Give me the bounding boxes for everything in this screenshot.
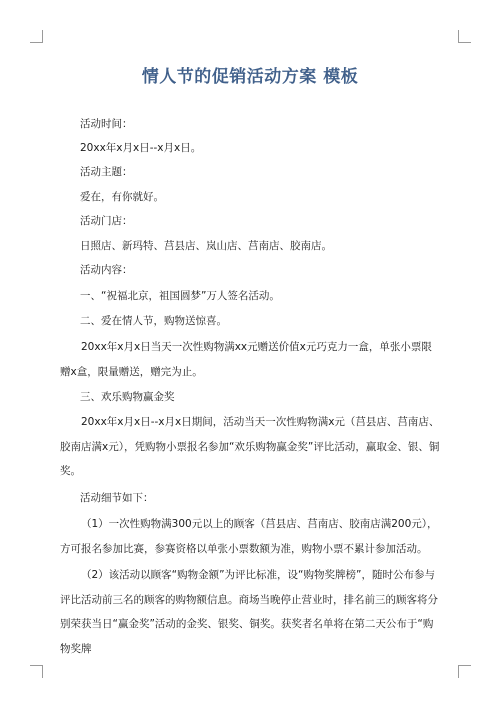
paragraph-detail-two: （2）该活动以顾客“购物金额”为评比标准，设“购物奖牌榜”，随时公布参与评比活动前三名的顾客的购物额信息。商场当晚停止营业时，排名前三的顾客将分别荣获当日“赢金奖”活动的金奖、银奖、铜奖。获奖者名单将在第二天公布于“购物奖牌 — [60, 569, 438, 655]
paragraph-content-label: 活动内容： — [80, 264, 133, 276]
crop-mark-top-right — [458, 30, 471, 43]
paragraph-item-one: 一、“祝福北京，祖国圆梦”万人签名活动。 — [80, 290, 280, 302]
crop-mark-bottom-left — [30, 665, 43, 678]
paragraph-stores: 日照店、新玛特、莒县店、岚山店、莒南店、胶南店。 — [80, 240, 332, 252]
document-title: 情人节的促销活动方案 模板 — [141, 67, 359, 87]
paragraph-theme-label: 活动主题： — [80, 166, 133, 178]
paragraph-theme: 爱在，有你就好。 — [80, 191, 164, 203]
paragraph-item-two: 二、爱在情人节，购物送惊喜。 — [80, 315, 227, 327]
paragraph-item-three-detail: 20xx年x月x日--x月x日期间，活动当天一次性购物满x元（莒县店、莒南店、胶南店满x元），凭购物小票报名参加“欢乐购物赢金奖”评比活动，赢取金、银、铜奖。 — [60, 416, 440, 477]
paragraph-item-two-detail: 20xx年x月x日当天一次性购物满xx元赠送价值x元巧克力一盒，单张小票限赠x盒，限量赠送，赠完为止。 — [60, 341, 432, 378]
paragraph-activity-time-label: 活动时间： — [80, 118, 133, 130]
paragraph-stores-label: 活动门店： — [80, 215, 133, 227]
paragraph-item-three: 三、欢乐购物赢金奖 — [80, 391, 175, 403]
paragraph-detail-one: （1）一次性购物满300元以上的顾客（莒县店、莒南店、胶南店满200元），方可报名参加比赛，参赛资格以单张小票数额为准，购物小票不累计参加活动。 — [60, 518, 438, 555]
crop-mark-bottom-right — [458, 665, 471, 678]
crop-mark-top-left — [30, 30, 43, 43]
paragraph-activity-time: 20xx年x月x日--x月x日。 — [80, 142, 202, 154]
paragraph-details-label: 活动细节如下： — [80, 492, 154, 504]
